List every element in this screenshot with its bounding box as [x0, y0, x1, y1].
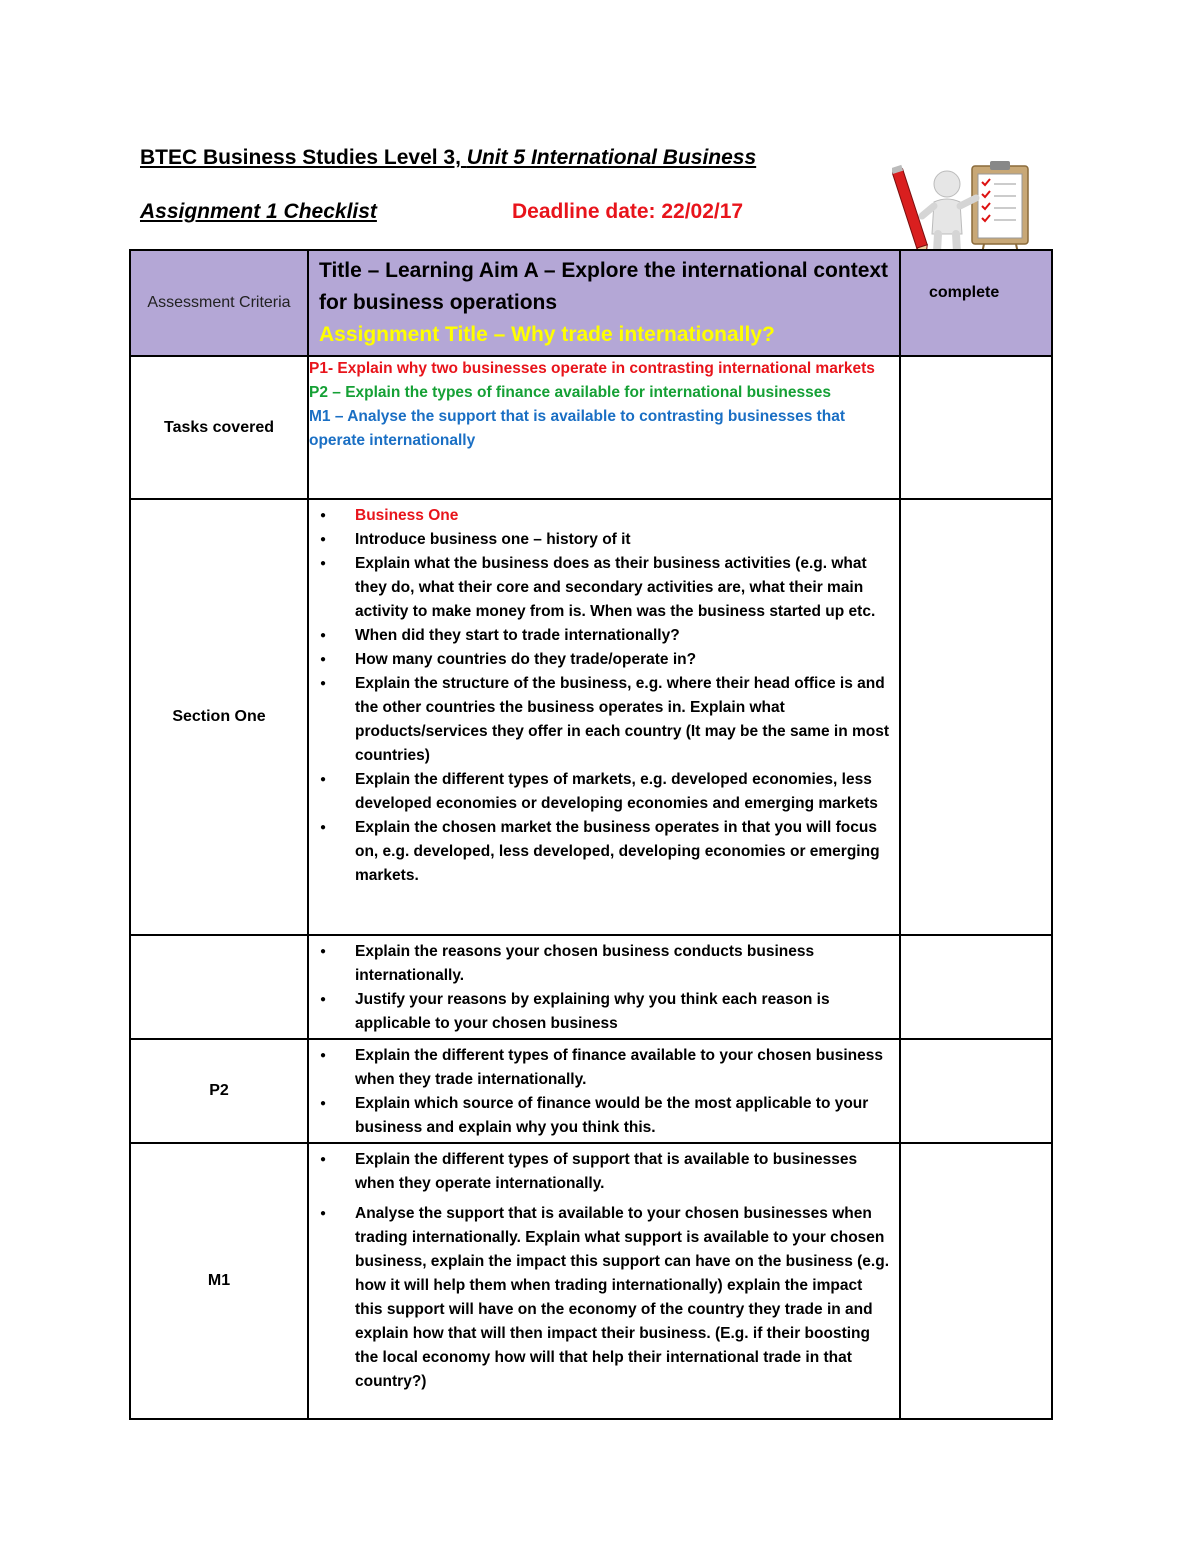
m1-cell	[308, 1143, 900, 1419]
learning-aim-title	[308, 250, 900, 356]
table-row	[130, 935, 1052, 1039]
list-item: ● Explain the different types of markets, e.g. developed economies, less developed economies or developing economies and emerging markets	[355, 768, 891, 816]
list-item: ● When did they start to trade internationally?	[355, 624, 891, 648]
table-row	[130, 1039, 1052, 1143]
complete-cell[interactable]	[900, 356, 1052, 499]
criteria-cell: P2	[130, 1039, 308, 1143]
table-row	[130, 499, 1052, 935]
course-title: BTEC Business Studies Level 3,	[140, 146, 461, 169]
criteria-cell	[130, 935, 308, 1039]
list-item: ● Justify your reasons by explaining why you think each reason is applicable to your chosen business	[355, 988, 891, 1036]
checklist-table	[129, 249, 1053, 1420]
criteria-cell: Section One	[130, 499, 308, 935]
section-one-cell	[308, 499, 900, 935]
list-item: ● Explain which source of finance would be the most applicable to your business and explain why you think this.	[355, 1092, 891, 1140]
list-item: ● Explain the different types of support that is available to businesses when they operate internationally.	[355, 1148, 891, 1196]
deadline-label: Deadline date: 22/02/17	[512, 200, 744, 223]
list-item: ● Explain the chosen market the business operates in that you will focus on, e.g. developed, less developed, developing economies or emerging markets.	[355, 816, 891, 888]
complete-header: complete	[900, 250, 1052, 356]
complete-cell[interactable]	[900, 1039, 1052, 1143]
learning-aim-text: Title – Learning Aim A – Explore the international context for business operations	[319, 259, 889, 314]
assignment-title: Assignment Title – Why trade internationally?	[319, 323, 775, 346]
assignment-label: Assignment 1 Checklist	[140, 200, 377, 223]
criteria-cell: Tasks covered	[130, 356, 308, 499]
list-item: ● Introduce business one – history of it	[355, 528, 891, 552]
list-item: ● Explain the structure of the business, e.g. where their head office is and the other countries the business operates in. Explain what products/services they offer in each country (It may be the same in most countries)	[355, 672, 891, 768]
list-item: ● How many countries do they trade/operate in?	[355, 648, 891, 672]
criteria-header: Assessment Criteria	[130, 250, 308, 356]
criteria-cell: M1	[130, 1143, 308, 1419]
table-row	[130, 356, 1052, 499]
p2-cell	[308, 1039, 900, 1143]
table-row	[130, 1143, 1052, 1419]
document-title	[140, 146, 756, 170]
task-p2: P2 – Explain the types of finance available for international businesses	[309, 384, 831, 401]
unit-title: Unit 5 International Business	[466, 146, 757, 169]
task-p1: P1- Explain why two businesses operate in contrasting international markets	[309, 360, 875, 377]
list-item: ● Explain what the business does as their business activities (e.g. what they do, what their core and secondary activities are, what their main activity to make money from is. When was the business started up etc.	[355, 552, 891, 624]
complete-cell[interactable]	[900, 935, 1052, 1039]
reasons-cell	[308, 935, 900, 1039]
tasks-covered-cell	[308, 356, 900, 499]
table-header-row	[130, 250, 1052, 356]
complete-cell[interactable]	[900, 1143, 1052, 1419]
complete-cell[interactable]	[900, 499, 1052, 935]
task-m1: M1 – Analyse the support that is available to contrasting businesses that operate internationally	[309, 408, 846, 449]
list-item: ● Explain the reasons your chosen business conducts business internationally.	[355, 940, 891, 988]
list-item: ● Explain the different types of finance available to your chosen business when they trade internationally.	[355, 1044, 891, 1092]
list-item: ● Business One	[355, 504, 891, 528]
list-item: ● Analyse the support that is available to your chosen businesses when trading internationally. Explain what support is available to your chosen business, explain the impact this support can have on the business (e.g. how it will help them when trading internationally) explain the impact this support will have on the economy of the country they trade in and explain how that will then impact their business. (E.g. if their boosting the local economy how will that help their international trade in that country?)	[355, 1202, 891, 1394]
